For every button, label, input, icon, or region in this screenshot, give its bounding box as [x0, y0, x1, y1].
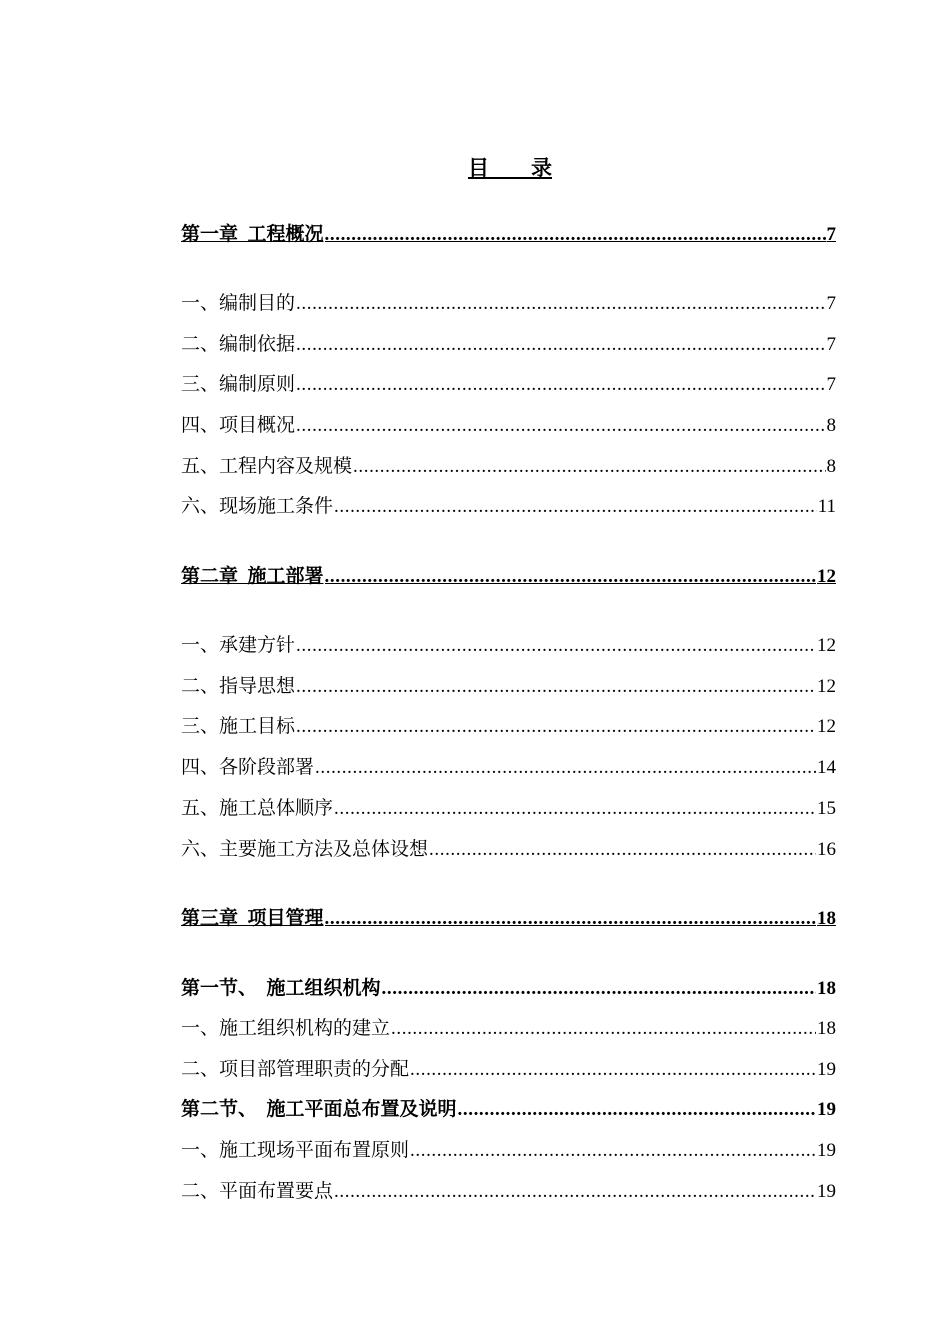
- toc-page-number: 19: [817, 1059, 836, 1080]
- toc-leader-dots: [296, 332, 825, 358]
- toc-entry-label: 一、施工组织机构的建立: [181, 1018, 391, 1039]
- toc-page-number: 11: [817, 496, 836, 517]
- toc-entry-label: 三、施工目标: [181, 716, 296, 737]
- toc-entry-label: 四、项目概况: [181, 415, 296, 436]
- toc-item[interactable]: [181, 494, 836, 520]
- toc-item[interactable]: [181, 332, 836, 358]
- toc-leader-dots: [296, 714, 816, 740]
- toc-leader-dots: [315, 755, 816, 781]
- toc-leader-dots: [296, 674, 816, 700]
- toc-leader-dots: [296, 413, 825, 439]
- toc-item[interactable]: [181, 796, 836, 822]
- toc-leader-dots: [410, 1138, 816, 1164]
- toc-leader-dots: [334, 796, 816, 822]
- toc-page-number: 8: [826, 456, 836, 477]
- toc-leader-dots: [296, 291, 825, 317]
- toc-entry-label: 六、现场施工条件: [181, 496, 334, 517]
- toc-page-number: 12: [817, 635, 836, 656]
- toc-item[interactable]: [181, 1016, 836, 1042]
- toc-item[interactable]: [181, 1179, 836, 1205]
- toc-entry-label: 一、施工现场平面布置原则: [181, 1140, 410, 1161]
- toc-entry-label: 二、平面布置要点: [181, 1181, 334, 1202]
- toc-chapter-2[interactable]: [181, 564, 836, 590]
- toc-leader-dots: [334, 494, 817, 520]
- toc-entry-label: 二、编制依据: [181, 334, 296, 355]
- toc-item[interactable]: [181, 372, 836, 398]
- toc-entry-label: 第三章 项目管理: [181, 908, 324, 929]
- toc-leader-dots: [458, 1097, 816, 1123]
- toc-page-number: 16: [817, 839, 836, 860]
- toc-page-number: 15: [817, 798, 836, 819]
- toc-page-number: 18: [817, 908, 836, 929]
- toc-page-number: 7: [826, 334, 836, 355]
- toc-chapter-1[interactable]: [181, 222, 836, 248]
- toc-section[interactable]: [181, 1097, 836, 1123]
- toc-entry-label: 五、施工总体顺序: [181, 798, 334, 819]
- toc-entry-label: 六、主要施工方法及总体设想: [181, 839, 429, 860]
- toc-item[interactable]: [181, 714, 836, 740]
- toc-title: 目 录: [468, 156, 552, 180]
- toc-leader-dots: [325, 564, 816, 590]
- toc-page-number: 7: [826, 224, 836, 245]
- toc-leader-dots: [353, 454, 825, 480]
- toc-item[interactable]: [181, 633, 836, 659]
- toc-leader-dots: [429, 837, 816, 863]
- toc-page-number: 12: [817, 566, 836, 587]
- toc-page-number: 7: [826, 293, 836, 314]
- toc-item[interactable]: [181, 1057, 836, 1083]
- toc-entry-label: 一、编制目的: [181, 293, 296, 314]
- toc-entry-label: 五、工程内容及规模: [181, 456, 353, 477]
- toc-leader-dots: [410, 1057, 816, 1083]
- toc-leader-dots: [334, 1179, 816, 1205]
- toc-item[interactable]: [181, 291, 836, 317]
- toc-entry-label: 四、各阶段部署: [181, 757, 315, 778]
- toc-item[interactable]: [181, 1138, 836, 1164]
- toc-page-number: 8: [826, 415, 836, 436]
- toc-page-number: 12: [817, 716, 836, 737]
- toc-entry-label: 第二节、 施工平面总布置及说明: [181, 1099, 457, 1120]
- toc-item[interactable]: [181, 837, 836, 863]
- toc-item[interactable]: [181, 755, 836, 781]
- toc-entry-label: 一、承建方针: [181, 635, 296, 656]
- toc-leader-dots: [382, 976, 816, 1002]
- toc-leader-dots: [296, 633, 816, 659]
- toc-page-number: 19: [817, 1140, 836, 1161]
- toc-page-number: 18: [817, 1018, 836, 1039]
- toc-chapter-3[interactable]: [181, 906, 836, 932]
- toc-section[interactable]: [181, 976, 836, 1002]
- toc-entry-label: 二、项目部管理职责的分配: [181, 1059, 410, 1080]
- toc-entry-label: 三、编制原则: [181, 374, 296, 395]
- toc-entry-label: 第一章 工程概况: [181, 224, 324, 245]
- toc-item[interactable]: [181, 674, 836, 700]
- toc-leader-dots: [325, 222, 826, 248]
- toc-entry-label: 二、指导思想: [181, 676, 296, 697]
- toc-entry-label: 第一节、 施工组织机构: [181, 978, 381, 999]
- toc-leader-dots: [296, 372, 825, 398]
- toc-leader-dots: [325, 906, 816, 932]
- toc-item[interactable]: [181, 454, 836, 480]
- toc-page-number: 7: [826, 374, 836, 395]
- toc-entry-label: 第二章 施工部署: [181, 566, 324, 587]
- toc-page-number: 19: [817, 1099, 836, 1120]
- toc-page-number: 12: [817, 676, 836, 697]
- toc-page-number: 14: [817, 757, 836, 778]
- toc-page-number: 18: [817, 978, 836, 999]
- toc-leader-dots: [391, 1016, 816, 1042]
- toc-page-number: 19: [817, 1181, 836, 1202]
- toc-item[interactable]: [181, 413, 836, 439]
